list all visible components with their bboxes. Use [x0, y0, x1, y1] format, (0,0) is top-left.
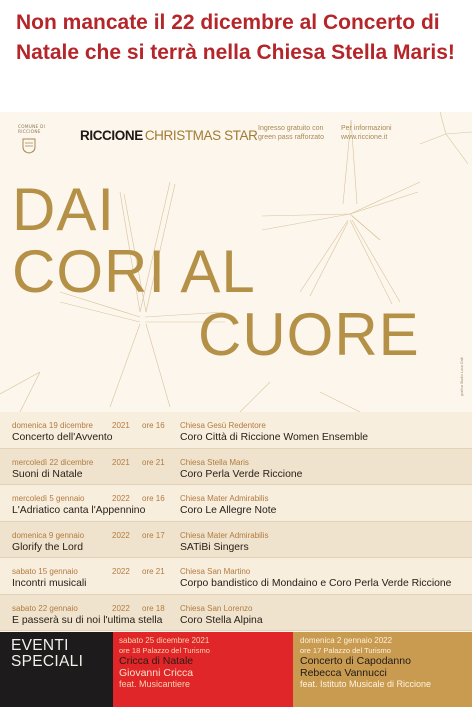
special-event-title: Concerto di Capodanno — [300, 655, 411, 667]
crest-text: COMUNE DI RICCIONE — [18, 124, 46, 134]
poster-title-line-3: CUORE — [198, 301, 420, 368]
schedule-row — [0, 449, 472, 486]
entry-info: Ingresso gratuito con green pass rafforzato — [258, 125, 325, 141]
event-year: 2022 — [112, 530, 130, 540]
event-year: 2022 — [112, 567, 130, 576]
event-day: sabato 15 gennaio — [12, 567, 78, 576]
poster-title-line-1: DAI — [12, 176, 116, 243]
event-day: sabato 22 gennaio — [12, 603, 78, 613]
schedule-row — [0, 412, 472, 449]
event-choir: SATiBi Singers — [180, 541, 249, 553]
event-title: Suoni di Natale — [12, 468, 83, 480]
event-church: Chiesa San Martino — [180, 567, 251, 576]
event-church: Chiesa Mater Admirabilis — [180, 494, 269, 503]
event-choir: Coro Perla Verde Riccione — [180, 468, 303, 480]
special-event-christmas — [113, 632, 293, 707]
special-events-label — [0, 632, 113, 707]
logo-part-1: RICCIONE — [80, 128, 143, 143]
poster-title-line-2: CORI AL — [12, 238, 256, 305]
shield-icon — [22, 138, 36, 154]
special-event-performer: Rebecca Vannucci — [300, 667, 387, 679]
concert-poster[interactable] — [0, 112, 472, 707]
event-time: ore 21 — [142, 457, 165, 467]
event-title: Concerto dell'Avvento — [12, 432, 113, 443]
event-church: Chiesa Gesù Redentore — [180, 421, 266, 430]
special-event-date: domenica 2 gennaio 2022 — [300, 636, 393, 645]
special-events — [0, 632, 472, 707]
event-time: ore 16 — [142, 494, 165, 503]
event-choir: Corpo bandistico di Mondaino e Coro Perla Verde Riccione — [180, 578, 452, 589]
special-event-title: Cricca di Natale — [119, 655, 194, 667]
event-church: Chiesa Mater Admirabilis — [180, 530, 269, 540]
event-title: L'Adriatico canta l'Appennino — [12, 505, 146, 516]
event-year: 2022 — [112, 494, 130, 503]
special-event-feat: feat. Istituto Musicale di Riccione — [300, 679, 432, 689]
design-credit: grafica Studio Luca Galli — [460, 357, 464, 396]
special-event-new-year — [293, 632, 472, 707]
event-day: mercoledì 22 dicembre — [12, 457, 94, 467]
event-choir: Coro Le Allegre Note — [180, 505, 277, 516]
special-event-date: sabato 25 dicembre 2021 — [119, 636, 210, 645]
comune-crest — [18, 124, 48, 159]
event-church: Chiesa San Lorenzo — [180, 603, 253, 613]
special-label-line-2: SPECIALI — [11, 653, 84, 670]
event-choir: Coro Stella Alpina — [180, 614, 263, 626]
event-time: ore 21 — [142, 567, 165, 576]
event-title: E passerà su di noi l'ultima stella — [12, 614, 163, 626]
special-event-place: ore 18 Palazzo del Turismo — [119, 646, 210, 655]
event-year: 2022 — [112, 603, 130, 613]
special-event-feat: feat. Musicantiere — [119, 679, 191, 689]
event-day: domenica 9 gennaio — [12, 530, 85, 540]
special-event-place: ore 17 Palazzo del Turismo — [300, 646, 391, 655]
contact-info: Per informazioni www.riccione.it — [341, 125, 392, 141]
event-year: 2021 — [112, 457, 130, 467]
special-label-line-1: EVENTI — [11, 637, 69, 654]
concert-schedule — [0, 412, 472, 631]
event-title: Glorify the Lord — [12, 541, 84, 553]
event-day: mercoledì 5 gennaio — [12, 494, 85, 503]
event-time: ore 16 — [142, 421, 165, 430]
event-choir: Coro Città di Riccione Women Ensemble — [180, 432, 369, 443]
event-year: 2021 — [112, 421, 130, 430]
special-event-performer: Giovanni Cricca — [119, 667, 194, 679]
riccione-christmas-star-logo — [80, 128, 257, 143]
event-title: Incontri musicali — [12, 578, 87, 589]
post-text: Non mancate il 22 dicembre al Concerto di Natale che si terrà nella Chiesa Stella Maris! — [16, 11, 455, 64]
logo-part-2: CHRISTMAS STAR — [144, 128, 258, 143]
event-time: ore 18 — [142, 603, 165, 613]
event-day: domenica 19 dicembre — [12, 421, 93, 430]
schedule-row — [0, 595, 472, 632]
event-time: ore 17 — [142, 530, 165, 540]
event-church: Chiesa Stella Maris — [180, 457, 249, 467]
schedule-row — [0, 558, 472, 595]
schedule-row — [0, 485, 472, 522]
schedule-row — [0, 522, 472, 559]
